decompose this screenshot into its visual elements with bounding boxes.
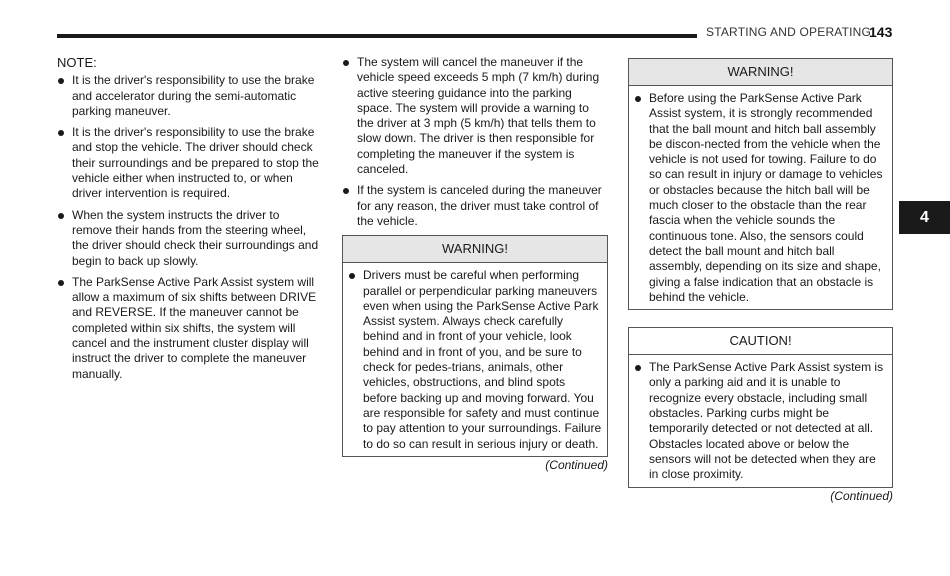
page-number: 143	[869, 24, 893, 40]
cancel-list	[342, 55, 608, 229]
list-item	[634, 91, 887, 305]
continued-label: (Continued)	[545, 457, 608, 472]
warning-text: Before using the ParkSense Active Park Assist system, it is strongly recommended that the ball mount and hitch ball assembly be discon-nected from the vehicle when the vehicle is not used for towing. Failure to do so can result in injury or damage to vehicles or obstacles because the hitch ball will be much closer to the obstacle than the rear fascia when the vehicle sounds the continuous tone. Also, the sensors could detect the ball mount and hitch ball assembly, depending on its size and shape, giving a false indication that an obstacle is behind the vehicle.	[649, 91, 883, 304]
list-item	[57, 208, 322, 269]
column-1	[57, 55, 322, 388]
list-item-text: The ParkSense Active Park Assist system will allow a maximum of six shifts between DRIVE and REVERSE. If the maneuver cannot be completed within six shifts, the system will cancel and the instrument cluster display will instruct the driver to complete the maneuver manually.	[72, 274, 317, 381]
warning-text: Drivers must be careful when performing parallel or perpendicular parking maneuvers even when using the ParkSense Active Park Assist system. Always check carefully behind and in front of your vehicle, look behind and in front of you, and be sure to check for pedes-trians, animals, other vehicles, obstructions, and blind spots before backing up and moving forward. You are responsible for safety and must continue to pay attention to your surroundings. Failure to do so can result in serious injury or death.	[363, 268, 602, 451]
bullet-icon	[635, 365, 641, 371]
warning-box	[342, 235, 608, 457]
list-item	[348, 268, 602, 452]
warning-title: WARNING!	[343, 236, 607, 263]
section-title: STARTING AND OPERATING	[706, 25, 872, 39]
list-item	[342, 183, 608, 229]
warning-box	[628, 58, 893, 310]
warning-list	[348, 268, 602, 452]
caution-box	[628, 327, 893, 487]
bullet-icon	[343, 60, 349, 66]
caution-title: CAUTION!	[629, 328, 892, 355]
note-title: NOTE:	[57, 55, 97, 70]
list-item-text: The system will cancel the maneuver if the vehicle speed exceeds 5 mph (7 km/h) during active steering guidance into the parking space. The system will provide a warning to the driver at 3 mph (5 km/h) that tells them to slow down. The driver is then responsible for completing the maneuver if the system is canceled.	[357, 55, 600, 177]
caution-body	[629, 355, 892, 486]
warning-list	[634, 91, 887, 305]
bullet-icon	[635, 96, 641, 102]
header-rule	[57, 34, 697, 38]
bullet-icon	[58, 280, 64, 286]
list-item-text: If the system is canceled during the maneuver for any reason, the driver must take control of the vehicle.	[357, 183, 602, 228]
list-item	[634, 360, 887, 482]
bullet-icon	[58, 213, 64, 219]
bullet-icon	[58, 130, 64, 136]
list-item-text: When the system instructs the driver to remove their hands from the steering wheel, the driver should check their surroundings and begin to back up slowly.	[72, 207, 319, 268]
note-list	[57, 73, 322, 382]
warning-body	[343, 263, 607, 456]
continued-label: (Continued)	[830, 488, 893, 503]
chapter-tab[interactable]	[899, 201, 950, 234]
caution-text: The ParkSense Active Park Assist system is only a parking aid and it is unable to recognize every obstacle, including small obstacles. Parking curbs might be temporarily detected or not detected at all. Obstacles located above or below the sensors will not be detected when they are in close proximity.	[649, 360, 884, 482]
bullet-icon	[58, 78, 64, 84]
caution-list	[634, 360, 887, 482]
warning-title: WARNING!	[629, 59, 892, 86]
warning-body	[629, 86, 892, 309]
list-item-text: It is the driver's responsibility to use the brake and stop the vehicle. The driver should check their surroundings and be prepared to stop the vehicle either when instructed to, or when driver intervention is required.	[72, 125, 319, 201]
bullet-icon	[349, 273, 355, 279]
list-item	[57, 275, 322, 382]
column-2	[342, 55, 608, 473]
list-item-text: It is the driver's responsibility to use the brake and accelerator during the semi-automatic parking maneuver.	[72, 73, 315, 118]
list-item	[57, 73, 322, 119]
list-item	[57, 125, 322, 201]
column-3	[628, 55, 893, 504]
bullet-icon	[343, 188, 349, 194]
list-item	[342, 55, 608, 177]
chapter-tab-label: 4	[920, 208, 929, 226]
